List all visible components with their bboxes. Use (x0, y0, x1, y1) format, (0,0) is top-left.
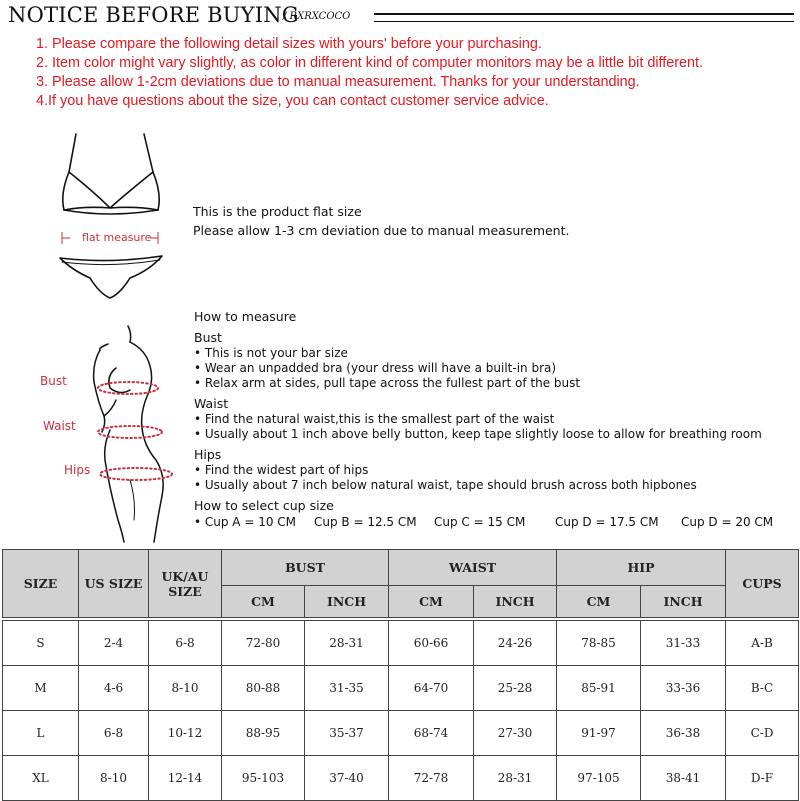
waist-label: Waist (43, 419, 76, 433)
header-hip-cm: CM (557, 586, 641, 618)
cell-size: L (3, 711, 79, 756)
notice-item: 1. Please compare the following detail sizes with yours' before your purchasing. (36, 36, 542, 52)
cell-bust-inch: 31-35 (305, 666, 389, 711)
cup-size-item: • Cup A = 10 CM (194, 515, 297, 529)
bust-label: Bust (40, 374, 67, 388)
header-uk-size: UK/AU SIZE (149, 550, 222, 618)
notice-title: NOTICE BEFORE BUYING (8, 3, 299, 27)
cell-uk-size: 8-10 (149, 666, 222, 711)
body-measure-illustration (70, 320, 195, 545)
bust-tip: • This is not your bar size (194, 346, 348, 360)
header-us-size: US SIZE (79, 550, 149, 618)
cell-us-size: 6-8 (79, 711, 149, 756)
how-to-measure (194, 308, 794, 530)
cell-bust-cm: 95-103 (222, 756, 305, 801)
table-row (3, 666, 799, 711)
hips-section-title: Hips (194, 447, 222, 462)
hips-label: Hips (64, 463, 91, 477)
cell-bust-inch: 35-37 (305, 711, 389, 756)
flat-size-line: This is the product flat size (193, 204, 362, 219)
cell-bust-inch: 37-40 (305, 756, 389, 801)
header-bust: BUST (222, 550, 389, 586)
cell-cups: A-B (726, 621, 799, 666)
cell-cups: C-D (726, 711, 799, 756)
cell-us-size: 2-4 (79, 621, 149, 666)
hips-tip: • Find the widest part of hips (194, 463, 369, 477)
table-row (3, 621, 799, 666)
cell-size: M (3, 666, 79, 711)
cell-hip-cm: 85-91 (557, 666, 641, 711)
cell-uk-size: 6-8 (149, 621, 222, 666)
header-hip-inch: INCH (641, 586, 726, 618)
cell-hip-cm: 78-85 (557, 621, 641, 666)
hips-tip: • Usually about 7 inch below natural waist, tape should brush across both hipbones (194, 478, 697, 492)
cup-size-list (194, 514, 794, 530)
cup-size-item: Cup B = 12.5 CM (314, 515, 417, 529)
table-row (3, 711, 799, 756)
flat-measure-label: flat measure (82, 231, 152, 244)
cup-size-item: Cup D = 20 CM (681, 515, 774, 529)
cup-size-item: Cup C = 15 CM (434, 515, 526, 529)
cell-cups: D-F (726, 756, 799, 801)
flat-size-note (193, 202, 569, 240)
cup-size-title: How to select cup size (194, 498, 334, 513)
header-bust-inch: INCH (305, 586, 389, 618)
flat-deviation-line: Please allow 1-3 cm deviation due to manual measurement. (193, 223, 570, 238)
cell-waist-cm: 68-74 (389, 711, 474, 756)
cell-waist-inch: 25-28 (474, 666, 557, 711)
cell-cups: B-C (726, 666, 799, 711)
brand-name: / RXRXCOCO (283, 11, 351, 22)
notice-item: 3. Please allow 1-2cm deviations due to manual measurement. Thanks for your understanding. (36, 74, 640, 90)
cell-size: XL (3, 756, 79, 801)
cell-hip-cm: 91-97 (557, 711, 641, 756)
cell-bust-cm: 80-88 (222, 666, 305, 711)
cell-hip-inch: 31-33 (641, 621, 726, 666)
table-row (3, 756, 799, 801)
how-to-measure-title: How to measure (194, 309, 297, 324)
cell-bust-cm: 88-95 (222, 711, 305, 756)
cell-waist-inch: 27-30 (474, 711, 557, 756)
notice-item: 2. Item color might vary slightly, as color in different kind of computer monitors may be a little bit different. (36, 55, 704, 71)
cell-hip-inch: 38-41 (641, 756, 726, 801)
cell-waist-cm: 60-66 (389, 621, 474, 666)
waist-section-title: Waist (194, 396, 229, 411)
cell-hip-inch: 36-38 (641, 711, 726, 756)
waist-tip: • Usually about 1 inch above belly button, keep tape slightly loose to allow for breathing room (194, 427, 762, 441)
cell-us-size: 4-6 (79, 666, 149, 711)
cell-us-size: 8-10 (79, 756, 149, 801)
cell-waist-cm: 72-78 (389, 756, 474, 801)
notice-item: 4.If you have questions about the size, you can contact customer service advice. (36, 93, 549, 109)
cell-hip-cm: 97-105 (557, 756, 641, 801)
cell-waist-inch: 24-26 (474, 621, 557, 666)
bust-section-title: Bust (194, 330, 222, 345)
header-divider (374, 13, 794, 22)
waist-tip: • Find the natural waist,this is the smallest part of the waist (194, 412, 555, 426)
header-bust-cm: CM (222, 586, 305, 618)
cell-size: S (3, 621, 79, 666)
cup-size-item: Cup D = 17.5 CM (555, 515, 659, 529)
cell-waist-cm: 64-70 (389, 666, 474, 711)
header-waist-inch: INCH (474, 586, 557, 618)
notice-list (36, 35, 796, 111)
cell-hip-inch: 33-36 (641, 666, 726, 711)
header-cups: CUPS (726, 550, 799, 618)
cell-uk-size: 10-12 (149, 711, 222, 756)
bikini-flat-illustration (40, 128, 190, 313)
size-chart-table (2, 549, 799, 801)
header-size: SIZE (3, 550, 79, 618)
cell-bust-cm: 72-80 (222, 621, 305, 666)
bust-tip: • Wear an unpadded bra (your dress will have a built-in bra) (194, 361, 557, 375)
header-hip: HIP (557, 550, 726, 586)
cell-bust-inch: 28-31 (305, 621, 389, 666)
cell-waist-inch: 28-31 (474, 756, 557, 801)
notice-header (8, 2, 794, 32)
header-waist-cm: CM (389, 586, 474, 618)
header-waist: WAIST (389, 550, 557, 586)
cell-uk-size: 12-14 (149, 756, 222, 801)
bust-tip: • Relax arm at sides, pull tape across the fullest part of the bust (194, 376, 581, 390)
